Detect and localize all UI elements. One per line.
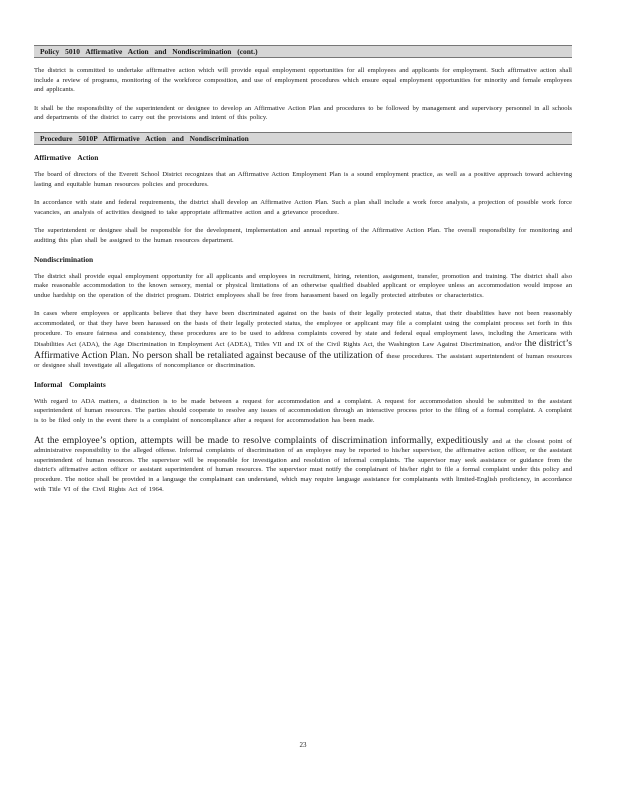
nondiscrimination-paragraph-2 [34, 309, 572, 371]
affirmative-paragraph-3: The superintendent or designee shall be responsible for the development, implementation and annual reporting of the Affirmative Action Plan. The overall responsibility for monitoring and auditing this plan shall be assigned to the human resources department. [34, 227, 572, 244]
policy-header: Policy 5010 Affirmative Action and Nondiscrimination (cont.) [34, 45, 572, 58]
affirmative-action-heading: Affirmative Action [34, 152, 99, 162]
procedure-header: Procedure 5010P Affirmative Action and Nondiscrimination [34, 132, 572, 145]
page-number: 23 [299, 741, 307, 749]
policy-paragraph-1: The district is committed to undertake affirmative action which will provide equal employment opportunities for all employees and applicants for employment. Such affirmative action shall include a review of programs, monitoring of the workforce composition, and use of employment procedures which ensure equal employment opportunities for minority and female employees and applicants. [34, 67, 572, 94]
informal-text-rest: and at the closest point of administrative responsibility to the alleged offense. Informal complaints of discrimination of an employee may be reported to his/her supervisor, the affirmative action officer, or the assistant superintendent of human resources. The supervisor will be responsible for investigation and resolution of informal complaints. The supervisor may seek assistance or guidance from the district's affirmative action officer or assistant superintendent of human resources. The supervisor must notify the complainant of his/her right to file a formal complaint under this policy and procedure. The notice shall be provided in a language the complainant can understand, which may require language assistance for complainants with limited-English proficiency, in accordance with Title VI of the Civil Rights Act of 1964. [34, 437, 572, 493]
document-page [34, 45, 572, 749]
informal-paragraph-2 [34, 435, 572, 495]
nondiscrimination-paragraph-1: The district shall provide equal employment opportunity for all applicants and employees in recruitment, hiring, retention, assignment, transfer, promotion and training. The district shall also make reasonable accommodation to the known sensory, mental or physical limitations of an otherwise qualified disabled applicant or employee unless an accommodation would impose an undue hardship on the operation of the district program. District employees shall be free from harassment based on legally protected attributes or characteristics. [34, 272, 572, 299]
nondiscrimination-text-b: these procedures. The assistant superintendent of human resources or designee shall investigate all allegations of noncompliance or discrimination. [34, 352, 572, 370]
nondiscrimination-heading: Nondiscrimination [34, 254, 94, 264]
informal-complaints-heading: Informal Complaints [34, 379, 106, 389]
affirmative-paragraph-1: The board of directors of the Everett School District recognizes that an Affirmative Action Employment Plan is a sound employment practice, as well as a positive approach toward achieving lasting and equitable human resources policies and procedures. [34, 170, 572, 188]
informal-paragraph-1: With regard to ADA matters, a distinction is to be made between a request for accommodation and a complaint. A request for accommodation should be submitted to the assistant superintendent of human resources. The parties should cooperate to resolve any issues of accommodation through an interactive process prior to the filing of a formal complaint. A complaint is to be filed only in the event there is a complaint of noncompliance after a request for accommodation has been made. [34, 397, 572, 425]
nondiscrimination-large-text: the district’s Affirmative Action Plan. No person shall be retaliated against because of the utilization of [34, 338, 572, 361]
nondiscrimination-text-a: In cases where employees or applicants believe that they have been discriminated against on the basis of their legally protected status, that their disabilities have not been reasonably accommodated, or that they have been harassed on the basis of their legally protected status, the employee or applicant may file a complaint using the complaint process set forth in this procedure. To ensure fairness and consistency, these procedures are to be used to address complaints covered by state and federal equal employment laws, including the Americans with Disabilities Act (ADA), the Age Discrimination in Employment Act (ADEA), Titles VII and IX of the Civil Rights Act, the Washington Law Against Discrimination, and/or [34, 310, 572, 349]
affirmative-paragraph-2: In accordance with state and federal requirements, the district shall develop an Affirmative Action Plan. Such a plan shall include a work force analysis, a projection of possible work force vacancies, an analysis of activities designed to take appropriate affirmative action and a grievance procedure. [34, 199, 572, 216]
informal-large-text: At the employee’s option, attempts will be made to resolve complaints of discrimination informally, expeditiously [34, 434, 489, 446]
policy-paragraph-2: It shall be the responsibility of the superintendent or designee to develop an Affirmative Action Plan and procedures to be followed by management and supervisory personnel in all schools and departments of the district to carry out the provisions and intent of this policy. [34, 104, 572, 122]
